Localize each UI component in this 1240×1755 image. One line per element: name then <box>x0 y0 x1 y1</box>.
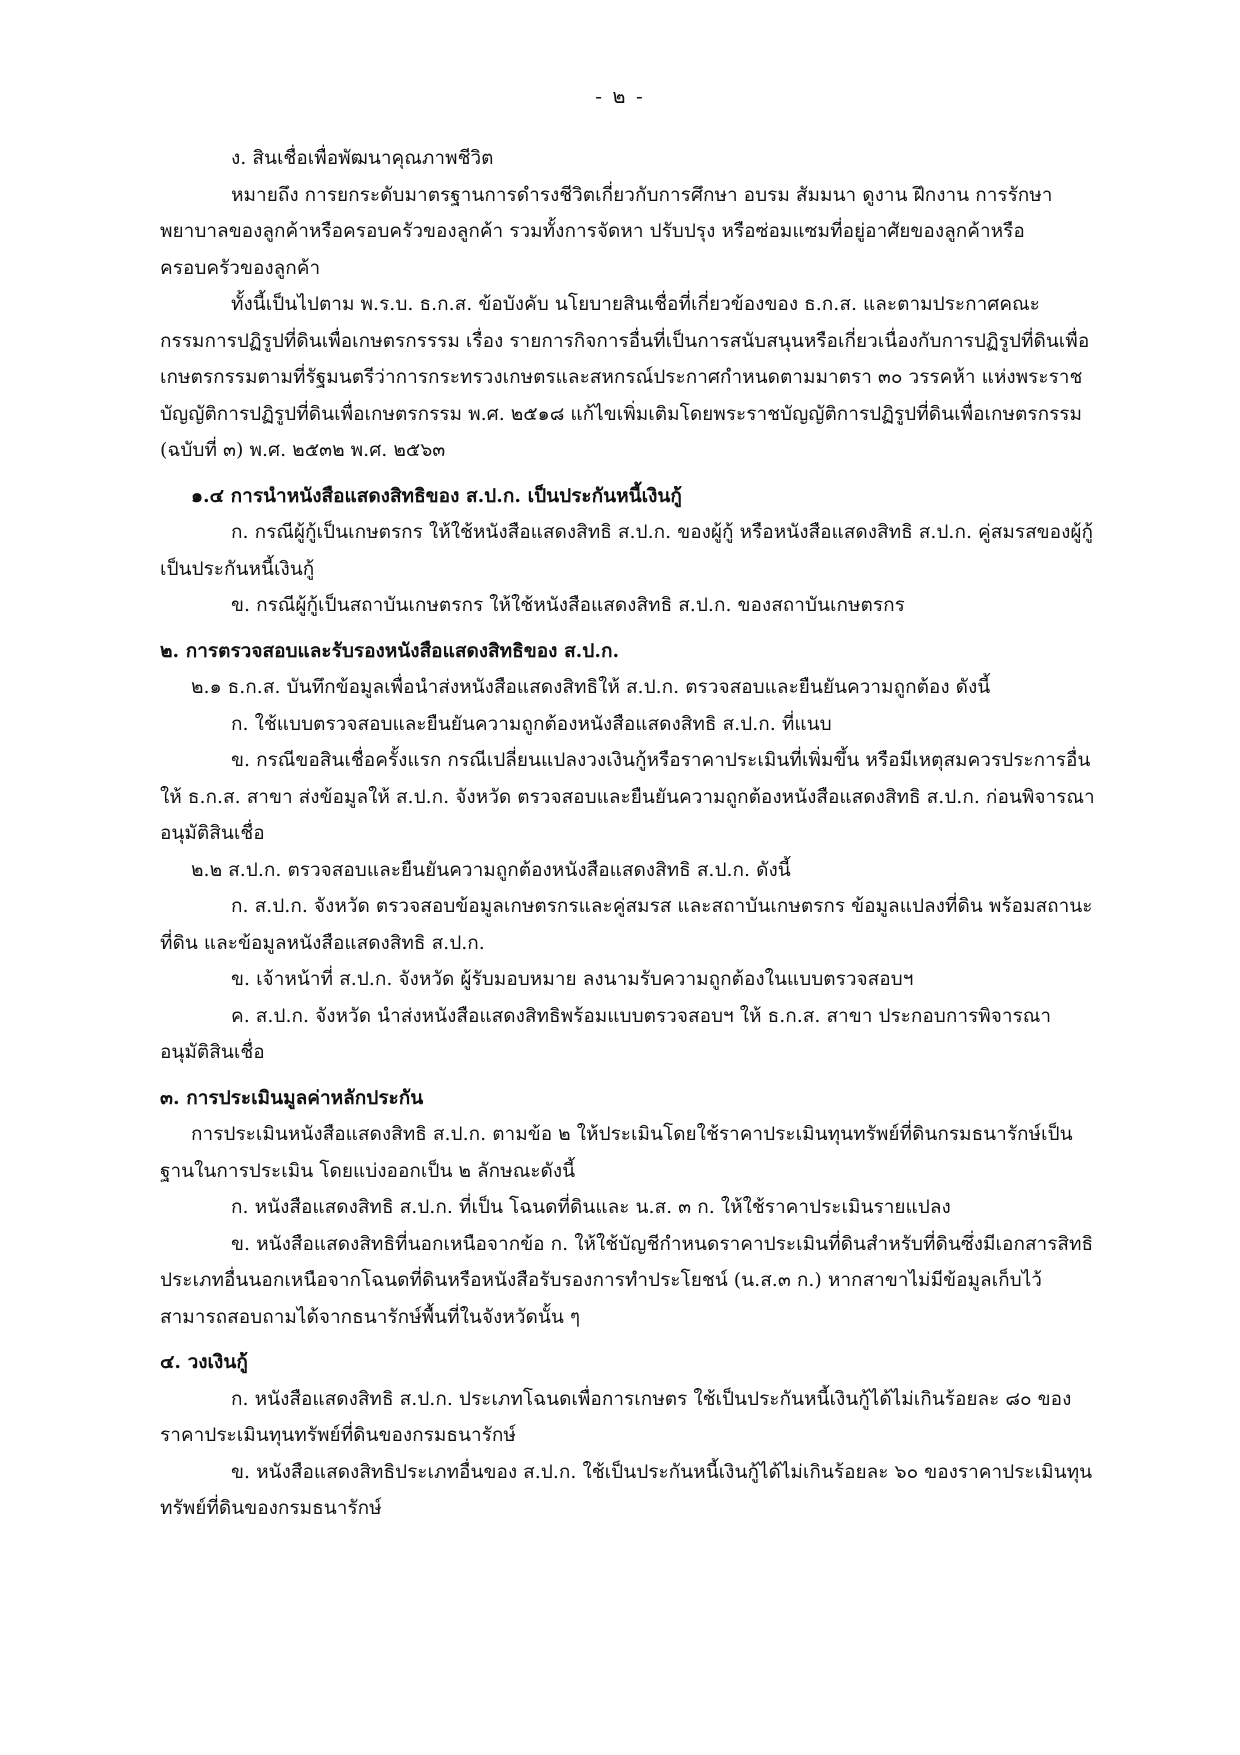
paragraph: ค. ส.ป.ก. จังหวัด นำส่งหนังสือแสดงสิทธิพร้อมแบบตรวจสอบฯ ให้ ธ.ก.ส. สาขา ประกอบการพิจารณาอนุมัติสินเชื่อ <box>160 1004 1052 1063</box>
paragraph: ก. ส.ป.ก. จังหวัด ตรวจสอบข้อมูลเกษตรกรและคู่สมรส และสถาบันเกษตรกร ข้อมูลแปลงที่ดิน พร้อมสถานะที่ดิน และข้อมูลหนังสือแสดงสิทธิ ส.ป.ก. <box>160 895 1093 954</box>
document-body <box>160 140 1100 1527</box>
page-number: - ๒ - <box>595 84 645 108</box>
section-heading: ๔. วงเงินกู้ <box>160 1351 248 1373</box>
paragraph: ข. หนังสือแสดงสิทธิที่นอกเหนือจากข้อ ก. ให้ใช้บัญชีกำหนดราคาประเมินที่ดินสำหรับที่ดินซึ่งมีเอกสารสิทธิประเภทอื่นนอกเหนือจากโฉนดที่ดินหรือหนังสือรับรองการทำประโยชน์ (น.ส.๓ ก.) หากสาขาไม่มีข้อมูลเก็บไว้ สามารถสอบถามได้จากธนารักษ์พื้นที่ในจังหวัดนั้น ๆ <box>160 1232 1094 1328</box>
paragraph: ก. ใช้แบบตรวจสอบและยืนยันความถูกต้องหนังสือแสดงสิทธิ ส.ป.ก. ที่แนบ <box>231 712 832 735</box>
paragraph: ข. หนังสือแสดงสิทธิประเภทอื่นของ ส.ป.ก. ใช้เป็นประกันหนี้เงินกู้ได้ไม่เกินร้อยละ ๖๐ ของราคาประเมินทุนทรัพย์ที่ดินของกรมธนารักษ์ <box>160 1460 1093 1519</box>
section-heading: ๓. การประเมินมูลค่าหลักประกัน <box>160 1086 424 1109</box>
paragraph: ข. กรณีผู้กู้เป็นสถาบันเกษตรกร ให้ใช้หนังสือแสดงสิทธิ ส.ป.ก. ของสถาบันเกษตรกร <box>231 594 905 616</box>
section-heading: ๑.๔ การนำหนังสือแสดงสิทธิของ ส.ป.ก. เป็นประกันหนี้เงินกู้ <box>191 484 682 507</box>
paragraph: ก. หนังสือแสดงสิทธิ ส.ป.ก. ที่เป็น โฉนดที่ดินและ น.ส. ๓ ก. ให้ใช้ราคาประเมินรายแปลง <box>231 1196 951 1218</box>
paragraph: ๒.๑ ธ.ก.ส. บันทึกข้อมูลเพื่อนำส่งหนังสือแสดงสิทธิให้ ส.ป.ก. ตรวจสอบและยืนยันความถูกต้อง ดังนี้ <box>191 676 991 698</box>
paragraph: หมายถึง การยกระดับมาตรฐานการดำรงชีวิตเกี่ยวกับการศึกษา อบรม สัมมนา ดูงาน ฝึกงาน การรักษาพยาบาลของลูกค้าหรือครอบครัวของลูกค้า รวมทั้งการจัดหา ปรับปรุง หรือซ่อมแซมที่อยู่อาศัยของลูกค้าหรือครอบครัวของลูกค้า <box>160 183 1053 279</box>
paragraph: ก. หนังสือแสดงสิทธิ ส.ป.ก. ประเภทโฉนดเพื่อการเกษตร ใช้เป็นประกันหนี้เงินกู้ได้ไม่เกินร้อยละ ๘๐ ของราคาประเมินทุนทรัพย์ที่ดินของกรมธนารักษ์ <box>160 1387 1072 1446</box>
paragraph: การประเมินหนังสือแสดงสิทธิ ส.ป.ก. ตามข้อ ๒ ให้ประเมินโดยใช้ราคาประเมินทุนทรัพย์ที่ดินกรมธนารักษ์เป็นฐานในการประเมิน โดยแบ่งออกเป็น ๒ ลักษณะดังนี้ <box>160 1123 1073 1182</box>
paragraph: ทั้งนี้เป็นไปตาม พ.ร.บ. ธ.ก.ส. ข้อบังคับ นโยบายสินเชื่อที่เกี่ยวข้องของ ธ.ก.ส. และตามประกาศคณะกรรมการปฏิรูปที่ดินเพื่อเกษตรกรรรม เรื่อง รายการกิจการอื่นที่เป็นการสนับสนุนหรือเกี่ยวเนื่องกับการปฏิรูปที่ดินเพื่อเกษตรกรรมตามที่รัฐมนตรีว่าการกระทรวงเกษตรและสหกรณ์ประกาศกำหนดตามมาตรา ๓๐ วรรคห้า แห่งพระราชบัญญัติการปฏิรูปที่ดินเพื่อเกษตรกรรม พ.ศ. ๒๕๑๘ แก้ไขเพิ่มเติมโดยพระราชบัญญัติการปฏิรูปที่ดินเพื่อเกษตรกรรม (ฉบับที่ ๓) พ.ศ. ๒๕๓๒ พ.ศ. ๒๕๖๓ <box>160 293 1090 461</box>
paragraph: ๒.๒ ส.ป.ก. ตรวจสอบและยืนยันความถูกต้องหนังสือแสดงสิทธิ ส.ป.ก. ดังนี้ <box>191 858 791 881</box>
paragraph: ข. กรณีขอสินเชื่อครั้งแรก กรณีเปลี่ยนแปลงวงเงินกู้หรือราคาประเมินที่เพิ่มขึ้น หรือมีเหตุสมควรประการอื่น ให้ ธ.ก.ส. สาขา ส่งข้อมูลให้ ส.ป.ก. จังหวัด ตรวจสอบและยืนยันความถูกต้องหนังสือแสดงสิทธิ ส.ป.ก. ก่อนพิจารณาอนุมัติสินเชื่อ <box>160 749 1095 844</box>
section-heading: ๒. การตรวจสอบและรับรองหนังสือแสดงสิทธิของ ส.ป.ก. <box>160 639 620 662</box>
paragraph: ข. เจ้าหน้าที่ ส.ป.ก. จังหวัด ผู้รับมอบหมาย ลงนามรับความถูกต้องในแบบตรวจสอบฯ <box>231 968 914 990</box>
paragraph: ก. กรณีผู้กู้เป็นเกษตรกร ให้ใช้หนังสือแสดงสิทธิ ส.ป.ก. ของผู้กู้ หรือหนังสือแสดงสิทธิ ส.ป.ก. คู่สมรสของผู้กู้ เป็นประกันหนี้เงินกู้ <box>160 521 1093 580</box>
paragraph: ง. สินเชื่อเพื่อพัฒนาคุณภาพชีวิต <box>231 147 494 169</box>
